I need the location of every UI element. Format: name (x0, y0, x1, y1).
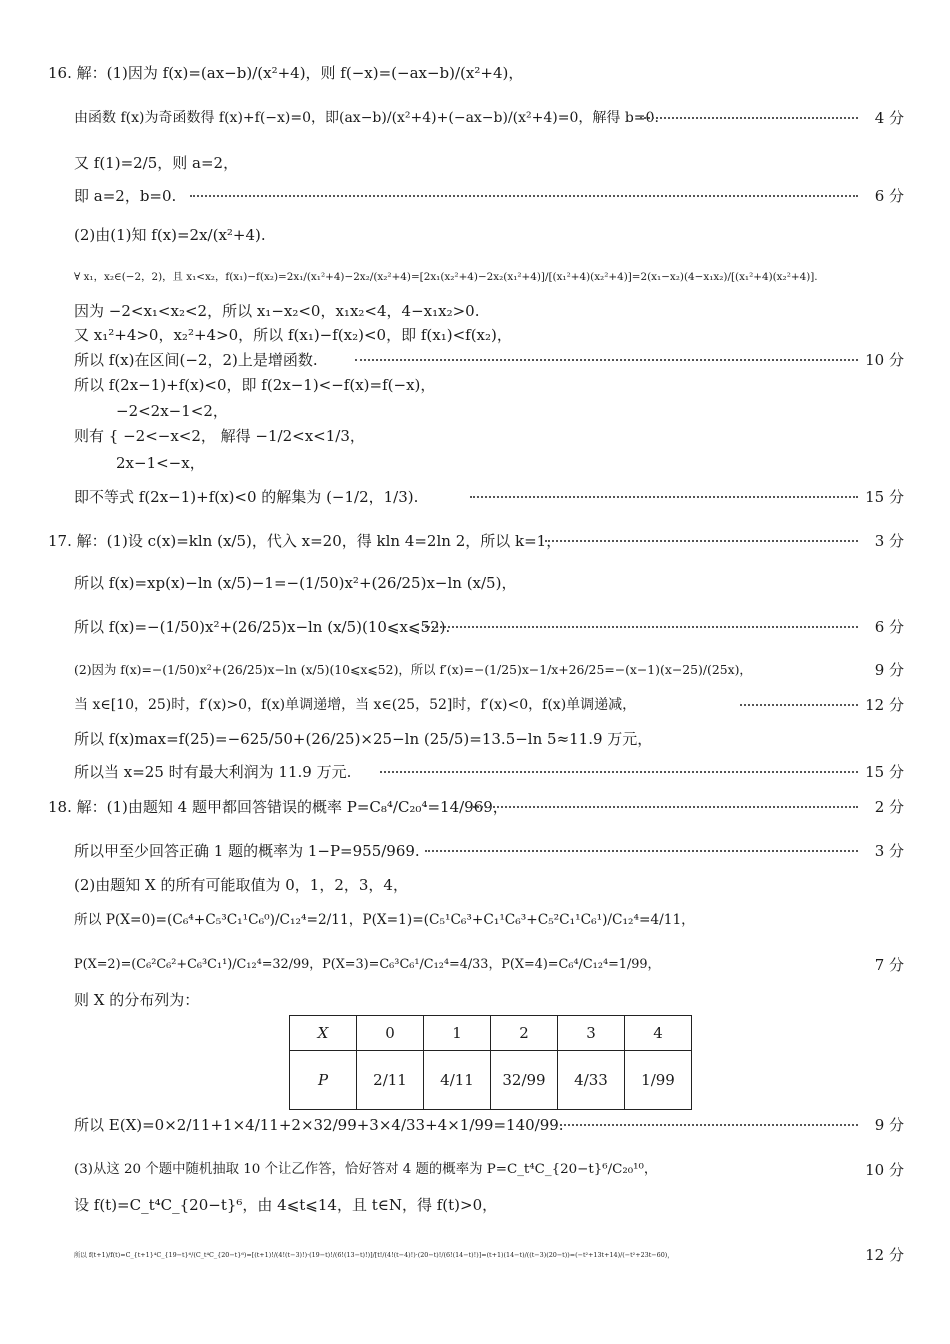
table-cell: 4/11 (424, 1051, 491, 1110)
line-text: 即不等式 f(2x−1)+f(x)<0 的解集为 (−1/2，1/3). (74, 488, 419, 506)
line-text: 所以 f(x)在区间(−2，2)上是增函数. (74, 351, 318, 369)
score-label: 12 分 (865, 1246, 904, 1264)
line-text: (3)从这 20 个题中随机抽取 10 个让乙作答，恰好答对 4 题的概率为 P=C_t⁴C_{20−t}⁶/C₂₀¹⁰， (74, 1162, 658, 1177)
line-text: 所以 f(x)=−(1/50)x²+(26/25)x−ln (x/5)(10⩽x⩽52). (74, 618, 451, 636)
solution-line (0, 1110, 950, 1140)
line-text: 所以 f(2x−1)+f(x)<0，即 f(2x−1)<−f(x)=f(−x)， (74, 376, 436, 394)
solution-line (0, 836, 950, 866)
score-label: 3 分 (874, 842, 904, 860)
solution-line (0, 612, 950, 642)
line-text: 所以 E(X)=0×2/11+1×4/11+2×32/99+3×4/33+4×1/99=140/99. (74, 1116, 564, 1134)
solution-line (0, 148, 950, 178)
score-label: 6 分 (874, 618, 904, 636)
solution-line (0, 905, 950, 935)
line-text: 由函数 f(x)为奇函数得 f(x)+f(−x)=0，即(ax−b)/(x²+4)+(−ax−b)/(x²+4)=0，解得 b=0. (74, 110, 659, 126)
solution-line (0, 1155, 950, 1185)
line-text: 当 x∈[10，25)时，f′(x)>0，f(x)单调递增，当 x∈(25，52]时，f′(x)<0，f(x)单调递减， (74, 697, 637, 713)
line-text: 17. 解：(1)设 c(x)=kln (x/5)，代入 x=20，得 kln 4=2ln 2，所以 k=1， (48, 532, 562, 550)
score-label: 9 分 (874, 661, 904, 679)
solution-line (0, 448, 950, 478)
solution-line (0, 870, 950, 900)
solution-line (0, 482, 950, 512)
score-label: 10 分 (865, 1161, 904, 1179)
line-text: 所以 f(x)=xp(x)−ln (x/5)−1=−(1/50)x²+(26/25)x−ln (x/5)， (74, 574, 517, 592)
table-cell: X (290, 1016, 357, 1051)
solution-line (0, 103, 950, 133)
solution-line (0, 181, 950, 211)
table-cell: 4 (625, 1016, 692, 1051)
line-text: −2<2x−1<2， (116, 402, 228, 420)
line-text: 又 f(1)=2/5，则 a=2， (74, 154, 239, 172)
score-label: 10 分 (865, 351, 904, 369)
score-label: 6 分 (874, 187, 904, 205)
solution-line (0, 950, 950, 980)
line-text: 所以 f(t+1)/f(t)=C_{t+1}⁴C_{19−t}⁶/(C_t⁴C_{20−t}⁶)=[(t+1)!/(4!(t−3)!)·(19−t)!/(6!(13−t)!)]/[t!/(4!(t−4)!)·(20−t)!/(6!(14−t)!)]=(t+1)(14−t)/((t−3)(20−t))=(−t²+13t+14)/(−t²+23t−60)， (74, 1251, 674, 1259)
line-text: 因为 −2<x₁<x₂<2，所以 x₁−x₂<0，x₁x₂<4，4−x₁x₂>0. (74, 302, 480, 320)
solution-line (0, 262, 950, 292)
solution-line (0, 757, 950, 787)
line-text: 则有 { −2<−x<2， 解得 −1/2<x<1/3， (74, 427, 365, 445)
line-text: 2x−1<−x， (116, 454, 205, 472)
line-text: 所以当 x=25 时有最大利润为 11.9 万元. (74, 763, 352, 781)
line-text: 即 a=2，b=0. (74, 187, 177, 205)
score-label: 9 分 (874, 1116, 904, 1134)
line-text: (2)因为 f(x)=−(1/50)x²+(26/25)x−ln (x/5)(10⩽x⩽52)，所以 f′(x)=−(1/25)x−1/x+26/25=−(x−1)(x−25)/(25x)， (74, 662, 752, 677)
score-label: 2 分 (874, 798, 904, 816)
solution-line (0, 1190, 950, 1220)
solution-line (0, 1240, 950, 1270)
line-text: 16. 解：(1)因为 f(x)=(ax−b)/(x²+4)，则 f(−x)=(−ax−b)/(x²+4)， (48, 64, 524, 82)
solution-line (0, 568, 950, 598)
table-cell: 1/99 (625, 1051, 692, 1110)
solution-line (0, 792, 950, 822)
line-text: ∀ x₁，x₂∈(−2，2)，且 x₁<x₂，f(x₁)−f(x₂)=2x₁/(x₁²+4)−2x₂/(x₂²+4)=[2x₁(x₂²+4)−2x₂(x₁²+4)]/[(x₁²+4)(x₂²+4)]=2(x₁−x₂)(4−x₁x₂)/[(x₁²+4)(x₂²+4)]. (74, 271, 818, 283)
line-text: 则 X 的分布列为： (74, 991, 200, 1009)
score-label: 15 分 (865, 488, 904, 506)
solution-line (0, 421, 950, 451)
solution-line (0, 690, 950, 720)
table-cell: 2/11 (357, 1051, 424, 1110)
table-cell: 1 (424, 1016, 491, 1051)
score-label: 12 分 (865, 696, 904, 714)
table-cell: 0 (357, 1016, 424, 1051)
table-cell: 3 (558, 1016, 625, 1051)
score-label: 3 分 (874, 532, 904, 550)
score-label: 15 分 (865, 763, 904, 781)
solution-line (0, 655, 950, 685)
table-row (290, 1051, 692, 1110)
table-cell: 2 (491, 1016, 558, 1051)
solution-line (0, 985, 950, 1015)
line-text: 所以甲至少回答正确 1 题的概率为 1−P=955/969. (74, 842, 420, 860)
line-text: 所以 P(X=0)=(C₆⁴+C₅³C₁¹C₆⁰)/C₁₂⁴=2/11，P(X=1)=(C₅¹C₆³+C₁¹C₆³+C₅²C₁¹C₆¹)/C₁₂⁴=4/11， (74, 912, 695, 928)
solution-line (0, 526, 950, 556)
score-label: 7 分 (874, 956, 904, 974)
line-text: 又 x₁²+4>0，x₂²+4>0，所以 f(x₁)−f(x₂)<0，即 f(x₁)<f(x₂)， (74, 326, 512, 344)
solution-line (0, 724, 950, 754)
table-cell: P (290, 1051, 357, 1110)
line-text: P(X=2)=(C₆²C₆²+C₆³C₁¹)/C₁₂⁴=32/99，P(X=3)=C₆³C₆¹/C₁₂⁴=4/33，P(X=4)=C₆⁴/C₁₂⁴=1/99， (74, 957, 661, 972)
solution-line (0, 58, 950, 88)
line-text: 所以 f(x)max=f(25)=−625/50+(26/25)×25−ln (25/5)=13.5−ln 5≈11.9 万元， (74, 730, 653, 748)
line-text: (2)由(1)知 f(x)=2x/(x²+4). (74, 226, 266, 244)
score-label: 4 分 (874, 109, 904, 127)
line-text: 18. 解：(1)由题知 4 题甲都回答错误的概率 P=C₈⁴/C₂₀⁴=14/969， (48, 798, 508, 816)
table-cell: 32/99 (491, 1051, 558, 1110)
line-text: (2)由题知 X 的所有可能取值为 0，1，2，3，4， (74, 876, 408, 894)
table-cell: 4/33 (558, 1051, 625, 1110)
distribution-table (289, 1015, 692, 1110)
solution-line (0, 220, 950, 250)
table-row (290, 1016, 692, 1051)
line-text: 设 f(t)=C_t⁴C_{20−t}⁶，由 4⩽t⩽14，且 t∈N，得 f(t)>0， (74, 1196, 498, 1214)
